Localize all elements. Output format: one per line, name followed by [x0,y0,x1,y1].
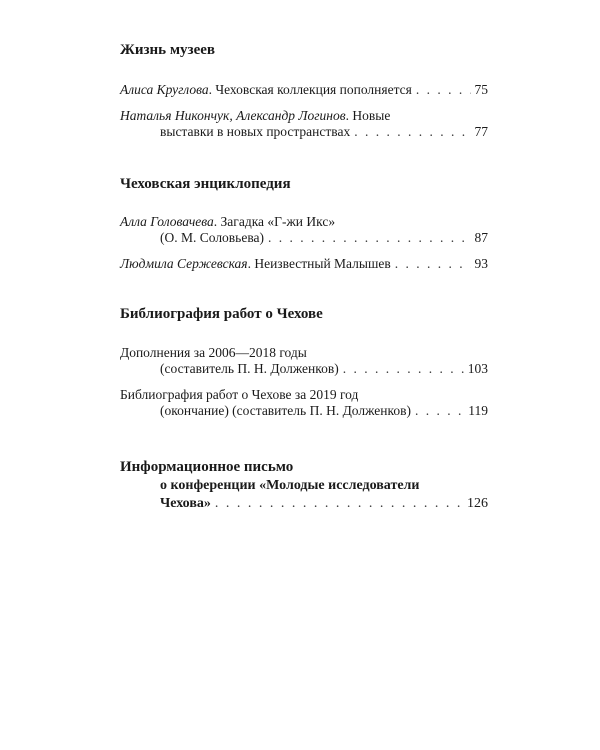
entry-title-cont: о конференции «Молодые исследователи [160,478,420,493]
entry-title: Дополнения за 2006—2018 годы [120,345,307,360]
entry-title-cont: выставки в новых пространствах [160,124,351,139]
toc-entry[interactable] [120,108,488,124]
entry-title-cont: (окончание) (составитель П. Н. Долженков) [160,403,411,418]
toc-entry-continuation[interactable] [160,403,488,419]
dot-leader [415,403,464,419]
toc-entry[interactable] [120,345,488,361]
dot-leader [416,82,471,98]
entry-author: Алла Головачева [120,214,214,229]
dot-leader [343,361,464,377]
section-title: Библиография работ о Чехове [120,306,323,322]
entry-title: . Новые [345,108,391,123]
dot-leader [395,256,471,272]
page-number: 119 [468,403,488,418]
toc-entry-continuation[interactable] [160,230,488,246]
toc-entry[interactable] [120,82,488,98]
entry-title-cont: (О. М. Соловьева) [160,230,265,245]
entry-title-cont: (составитель П. Н. Долженков) [160,361,339,376]
dot-leader [354,124,470,140]
entry-title: . Чеховская коллекция пополняется [208,82,412,97]
section-title: Информационное письмо [120,459,294,475]
toc-entry-continuation[interactable] [160,124,488,140]
entry-author: Наталья Никончук, Александр Логинов [120,108,346,123]
entry-author: Алиса Круглова [120,82,209,97]
entry-title: . Неизвестный Малышев [247,256,391,271]
toc-entry[interactable] [120,256,488,272]
dot-leader [215,496,463,512]
section-title: Чеховская энциклопедия [120,176,291,192]
page-number: 87 [474,230,488,245]
dot-leader [268,230,470,246]
toc-entry-continuation[interactable] [160,478,488,494]
toc-entry[interactable] [120,387,488,403]
toc-entry-continuation[interactable] [160,361,488,377]
page-number: 77 [474,124,488,139]
page-number: 103 [467,361,488,376]
section-title: Жизнь музеев [120,42,215,58]
toc-entry[interactable] [120,214,488,230]
entry-author: Людмила Сержевская [120,256,248,271]
toc-entry-continuation[interactable] [160,496,488,512]
page-number: 75 [474,82,488,97]
page-number: 93 [474,256,488,271]
entry-title-cont: Чехова» [160,496,211,511]
page-number: 126 [467,496,488,511]
entry-title: Библиография работ о Чехове за 2019 год [120,387,359,402]
entry-title: . Загадка «Г-жи Икс» [213,214,336,229]
